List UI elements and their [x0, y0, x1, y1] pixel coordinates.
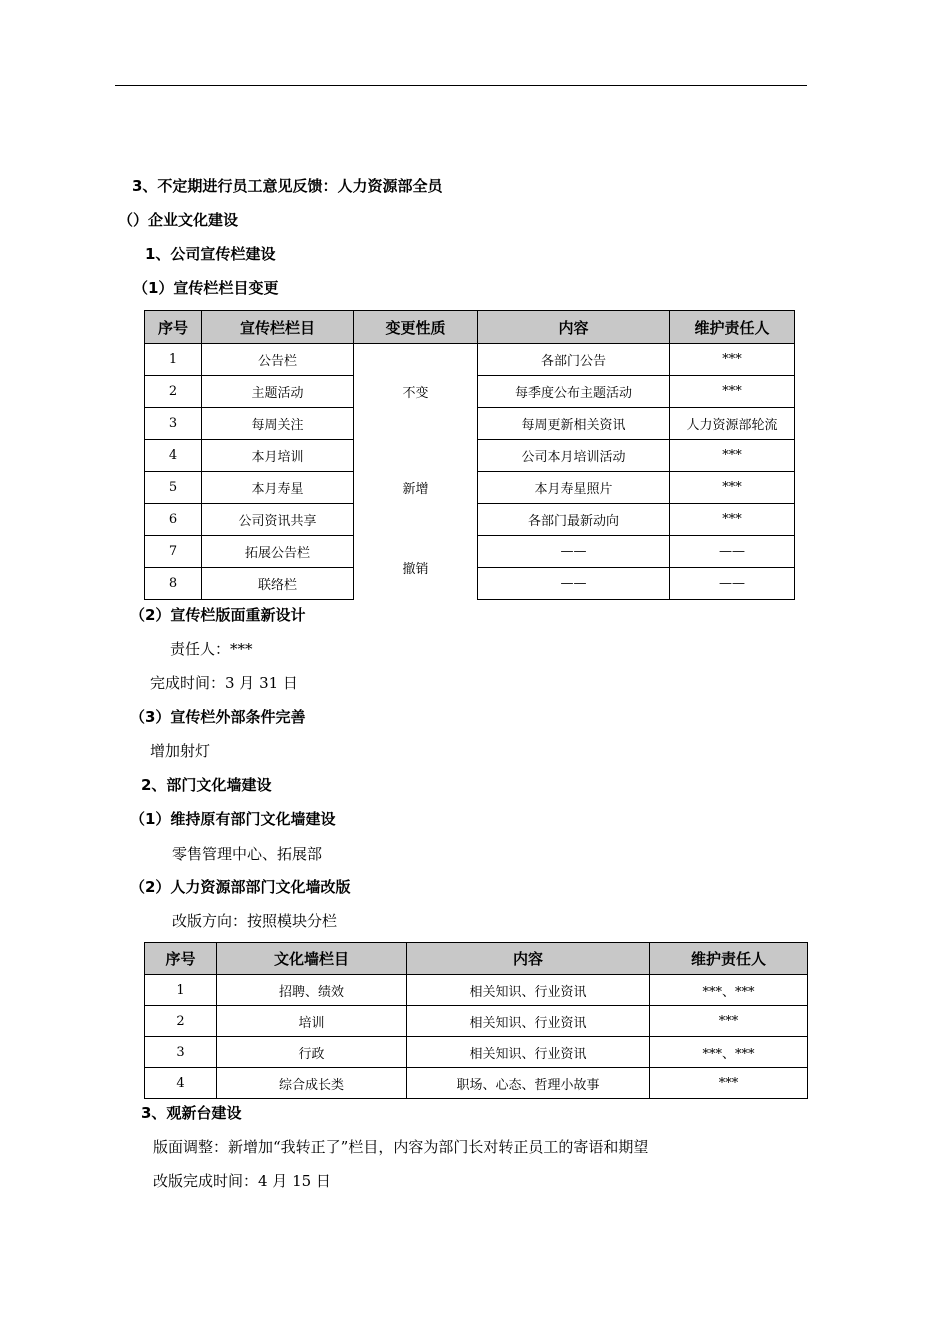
- completion-date: 完成时间：3 月 31 日: [150, 674, 298, 692]
- subsection-external: （3）宣传栏外部条件完善: [130, 708, 306, 726]
- nature-cell: 不变: [354, 376, 478, 408]
- column-name: 综合成长类: [217, 1068, 407, 1099]
- table-row: [145, 408, 795, 440]
- owner-cell: 人力资源部轮流: [670, 408, 795, 440]
- owner-cell: ***: [670, 440, 795, 472]
- row-number: 2: [145, 376, 202, 408]
- column-header: 变更性质: [354, 311, 478, 344]
- column-header: 宣传栏栏目: [202, 311, 354, 344]
- nature-cell: 新增: [354, 472, 478, 504]
- column-name: 每周关注: [202, 408, 354, 440]
- column-name: 招聘、绩效: [217, 975, 407, 1006]
- row-number: 3: [145, 408, 202, 440]
- nature-cell: [354, 408, 478, 440]
- column-name: 培训: [217, 1006, 407, 1037]
- content-cell: 本月寿星照片: [478, 472, 670, 504]
- owner-cell: ***: [650, 1006, 808, 1037]
- section-heading-culture: （）企业文化建设: [118, 211, 239, 229]
- column-name: 行政: [217, 1037, 407, 1068]
- column-name: 拓展公告栏: [202, 536, 354, 568]
- culture-wall-table: [144, 942, 808, 1099]
- row-number: 1: [145, 975, 217, 1006]
- owner-cell: ***: [650, 1068, 808, 1099]
- column-name: 本月培训: [202, 440, 354, 472]
- subsection-bulletin-board: 1、公司宣传栏建设: [145, 245, 276, 263]
- row-number: 7: [145, 536, 202, 568]
- nature-cell: [354, 504, 478, 536]
- table-header-row: [145, 311, 795, 344]
- column-header: 序号: [145, 943, 217, 975]
- content-cell: ——: [478, 568, 670, 600]
- subsection-maintain-wall: （1）维持原有部门文化墙建设: [130, 810, 336, 828]
- owner-cell: ***: [670, 504, 795, 536]
- owner-cell: ***、***: [650, 975, 808, 1006]
- nature-cell: [354, 344, 478, 376]
- table-row: [145, 975, 808, 1006]
- column-header: 维护责任人: [670, 311, 795, 344]
- content-cell: 各部门公告: [478, 344, 670, 376]
- subsection-redesign: （2）宣传栏版面重新设计: [130, 606, 306, 624]
- owner-cell: ***、***: [650, 1037, 808, 1068]
- nature-cell: [354, 440, 478, 472]
- bulletin-columns-table: [144, 310, 795, 600]
- layout-adjustment: 版面调整：新增加“我转正了”栏目，内容为部门长对转正员工的寄语和期望: [153, 1138, 649, 1156]
- content-cell: 职场、心态、哲理小故事: [407, 1068, 650, 1099]
- content-cell: 各部门最新动向: [478, 504, 670, 536]
- content-cell: 相关知识、行业资讯: [407, 1037, 650, 1068]
- owner-cell: ——: [670, 568, 795, 600]
- table-row: [145, 504, 795, 536]
- content-cell: 公司本月培训活动: [478, 440, 670, 472]
- column-name: 本月寿星: [202, 472, 354, 504]
- content-cell: 相关知识、行业资讯: [407, 1006, 650, 1037]
- subsection-viewing-board: 3、观新台建设: [141, 1104, 242, 1122]
- table-row: [145, 1037, 808, 1068]
- owner-cell: ***: [670, 344, 795, 376]
- header-rule: [115, 85, 807, 86]
- table-row: [145, 440, 795, 472]
- column-header: 内容: [478, 311, 670, 344]
- row-number: 3: [145, 1037, 217, 1068]
- table-row: [145, 344, 795, 376]
- column-name: 主题活动: [202, 376, 354, 408]
- subsection-hr-wall: （2）人力资源部部门文化墙改版: [130, 878, 351, 896]
- row-number: 4: [145, 1068, 217, 1099]
- revision-direction: 改版方向：按照模块分栏: [172, 912, 338, 930]
- content-cell: ——: [478, 536, 670, 568]
- subsection-column-change: （1）宣传栏栏目变更: [133, 279, 279, 297]
- row-number: 5: [145, 472, 202, 504]
- departments-list: 零售管理中心、拓展部: [172, 845, 323, 863]
- column-header: 维护责任人: [650, 943, 808, 975]
- subsection-culture-wall: 2、部门文化墙建设: [141, 776, 272, 794]
- external-improvement: 增加射灯: [150, 742, 211, 760]
- row-number: 8: [145, 568, 202, 600]
- table-row: [145, 376, 795, 408]
- owner-cell: ***: [670, 472, 795, 504]
- column-name: 联络栏: [202, 568, 354, 600]
- row-number: 2: [145, 1006, 217, 1037]
- column-header: 序号: [145, 311, 202, 344]
- responsible-person: 责任人：***: [170, 640, 253, 658]
- table-row: [145, 472, 795, 504]
- table-header-row: [145, 943, 808, 975]
- owner-cell: ——: [670, 536, 795, 568]
- nature-cell: 撤销: [354, 536, 478, 600]
- column-name: 公告栏: [202, 344, 354, 376]
- content-cell: 每周更新相关资讯: [478, 408, 670, 440]
- column-header: 文化墙栏目: [217, 943, 407, 975]
- row-number: 4: [145, 440, 202, 472]
- column-name: 公司资讯共享: [202, 504, 354, 536]
- section-item-feedback: 3、不定期进行员工意见反馈：人力资源部全员: [132, 177, 443, 195]
- table-row: [145, 536, 795, 568]
- row-number: 1: [145, 344, 202, 376]
- row-number: 6: [145, 504, 202, 536]
- column-header: 内容: [407, 943, 650, 975]
- revision-completion-date: 改版完成时间：4 月 15 日: [153, 1172, 331, 1190]
- table-row: [145, 1006, 808, 1037]
- table-row: [145, 1068, 808, 1099]
- content-cell: 相关知识、行业资讯: [407, 975, 650, 1006]
- owner-cell: ***: [670, 376, 795, 408]
- content-cell: 每季度公布主题活动: [478, 376, 670, 408]
